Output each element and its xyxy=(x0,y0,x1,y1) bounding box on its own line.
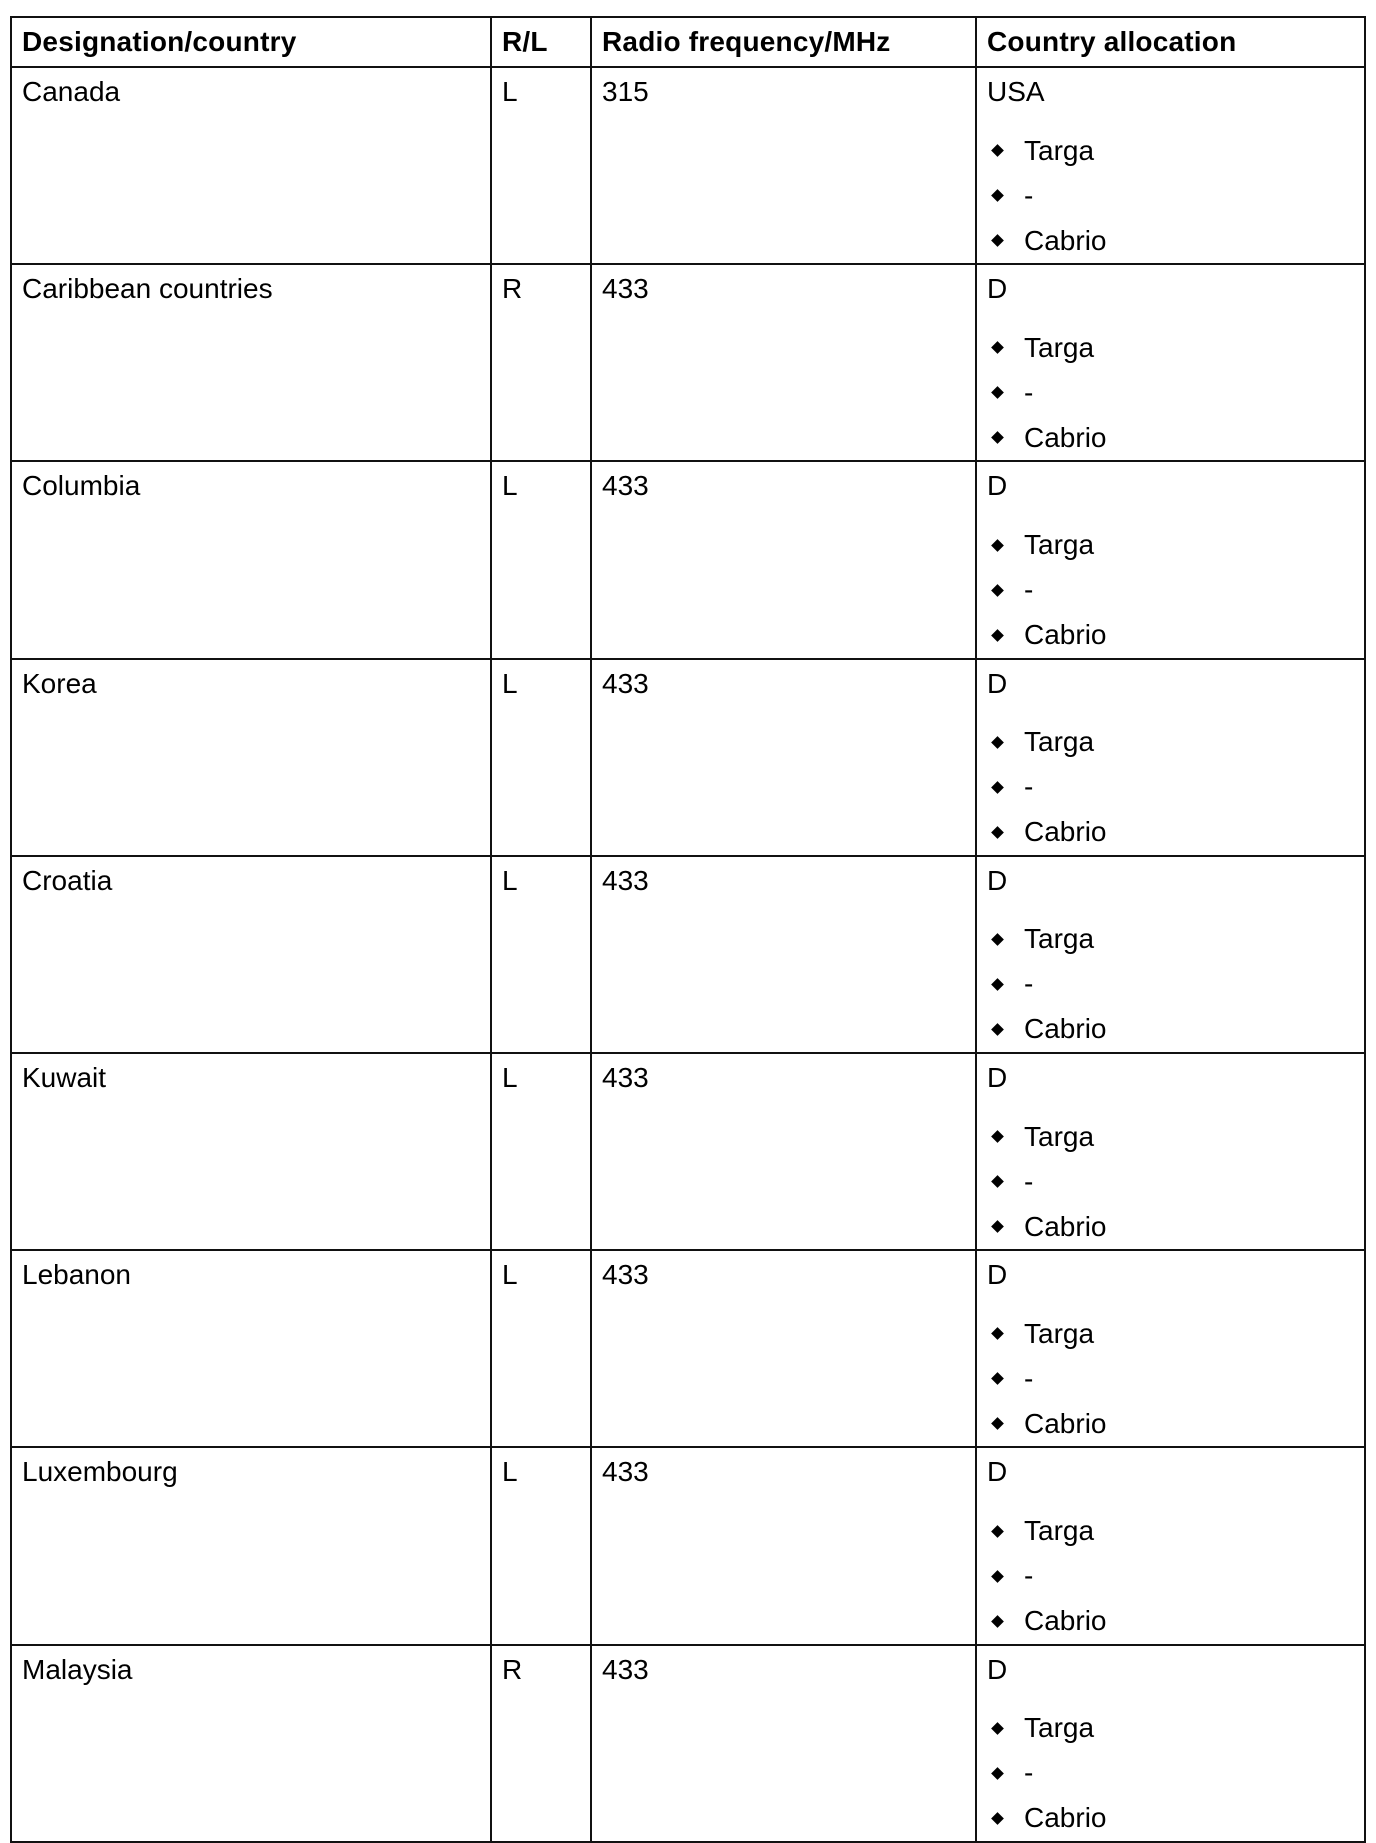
diamond-bullet-icon xyxy=(991,234,1004,247)
cell-frequency xyxy=(591,659,976,856)
diamond-bullet-icon xyxy=(991,1130,1004,1143)
cell-allocation xyxy=(976,1645,1365,1842)
bullet-text: - xyxy=(1024,771,1034,803)
rl-value: L xyxy=(502,667,518,699)
table-header xyxy=(11,17,1365,67)
bullet-item xyxy=(987,128,1354,173)
cell-rl xyxy=(491,856,591,1053)
country-name: Malaysia xyxy=(22,1653,133,1685)
cell-country xyxy=(11,461,491,658)
bullet-item xyxy=(987,1554,1354,1599)
diamond-bullet-icon xyxy=(991,539,1004,552)
table-row xyxy=(11,1250,1365,1447)
rl-value: L xyxy=(502,76,518,107)
rl-value: R xyxy=(502,1653,523,1685)
diamond-bullet-icon xyxy=(991,736,1004,749)
cell-rl xyxy=(491,1053,591,1250)
bullet-item xyxy=(987,1204,1354,1249)
diamond-bullet-icon xyxy=(991,387,1004,400)
country-name: Croatia xyxy=(22,864,113,896)
diamond-bullet-icon xyxy=(991,1812,1004,1825)
country-name: Caribbean countries xyxy=(22,273,273,305)
cell-rl xyxy=(491,461,591,658)
diamond-bullet-icon xyxy=(991,584,1004,597)
allocation-value: D xyxy=(987,1061,1008,1093)
bullet-text: - xyxy=(1024,968,1034,1000)
allocation-value: D xyxy=(987,864,1008,896)
diamond-bullet-icon xyxy=(991,342,1004,355)
cell-frequency xyxy=(591,1447,976,1644)
bullet-item xyxy=(987,1356,1354,1401)
table-row xyxy=(11,264,1365,461)
country-frequency-table xyxy=(10,16,1366,1843)
bullet-text: Cabrio xyxy=(1024,816,1107,848)
bullet-text: - xyxy=(1024,1165,1034,1197)
cell-allocation xyxy=(976,856,1365,1053)
table-row xyxy=(11,67,1365,264)
cell-allocation xyxy=(976,659,1365,856)
bullet-item xyxy=(987,720,1354,765)
frequency-value: 433 xyxy=(602,470,649,502)
header-designation-country: Designation/country xyxy=(11,17,491,67)
table-body xyxy=(11,67,1365,1842)
cell-frequency xyxy=(591,1645,976,1842)
allocation-value: D xyxy=(987,470,1008,502)
bullet-item xyxy=(987,218,1354,263)
rl-value: L xyxy=(502,1456,518,1488)
allocation-bullet-list xyxy=(987,720,1354,855)
allocation-bullet-list xyxy=(987,523,1354,658)
diamond-bullet-icon xyxy=(991,1220,1004,1233)
diamond-bullet-icon xyxy=(991,1767,1004,1780)
bullet-text: Targa xyxy=(1024,1120,1095,1152)
allocation-bullet-list xyxy=(987,1311,1354,1446)
diamond-bullet-icon xyxy=(991,1327,1004,1340)
cell-allocation xyxy=(976,461,1365,658)
bullet-item xyxy=(987,1159,1354,1204)
bullet-text: Targa xyxy=(1024,726,1095,758)
bullet-text: Targa xyxy=(1024,331,1095,363)
frequency-value: 433 xyxy=(602,864,649,896)
frequency-value: 433 xyxy=(602,1061,649,1093)
bullet-item xyxy=(987,325,1354,370)
diamond-bullet-icon xyxy=(991,826,1004,839)
bullet-text: Cabrio xyxy=(1024,224,1107,256)
bullet-item xyxy=(987,765,1354,810)
frequency-value: 433 xyxy=(602,1456,649,1488)
bullet-text: Targa xyxy=(1024,528,1095,560)
bullet-text: - xyxy=(1024,573,1034,605)
country-name: Kuwait xyxy=(22,1061,107,1093)
cell-country xyxy=(11,659,491,856)
cell-country xyxy=(11,856,491,1053)
bullet-item xyxy=(987,1599,1354,1644)
diamond-bullet-icon xyxy=(991,1525,1004,1538)
diamond-bullet-icon xyxy=(991,1023,1004,1036)
diamond-bullet-icon xyxy=(991,629,1004,642)
diamond-bullet-icon xyxy=(991,1417,1004,1430)
diamond-bullet-icon xyxy=(991,1722,1004,1735)
bullet-text: Cabrio xyxy=(1024,1407,1107,1439)
allocation-bullet-list xyxy=(987,1706,1354,1841)
allocation-value: D xyxy=(987,1456,1008,1488)
country-frequency-table-container xyxy=(10,16,1364,1843)
cell-country xyxy=(11,1645,491,1842)
diamond-bullet-icon xyxy=(991,144,1004,157)
country-name: Columbia xyxy=(22,470,141,502)
bullet-item xyxy=(987,1007,1354,1052)
bullet-text: Targa xyxy=(1024,1317,1095,1349)
bullet-item xyxy=(987,917,1354,962)
header-rl: R/L xyxy=(491,17,591,67)
bullet-item xyxy=(987,1751,1354,1796)
diamond-bullet-icon xyxy=(991,1372,1004,1385)
rl-value: L xyxy=(502,470,518,502)
bullet-item xyxy=(987,1401,1354,1446)
diamond-bullet-icon xyxy=(991,1570,1004,1583)
diamond-bullet-icon xyxy=(991,1175,1004,1188)
cell-country xyxy=(11,1447,491,1644)
cell-allocation xyxy=(976,1053,1365,1250)
cell-frequency xyxy=(591,856,976,1053)
allocation-bullet-list xyxy=(987,917,1354,1052)
cell-allocation xyxy=(976,264,1365,461)
frequency-value: 433 xyxy=(602,1653,649,1685)
frequency-value: 315 xyxy=(602,76,649,107)
bullet-text: - xyxy=(1024,1559,1034,1591)
allocation-value: D xyxy=(987,1653,1008,1685)
bullet-item xyxy=(987,1509,1354,1554)
rl-value: L xyxy=(502,1061,518,1093)
allocation-value: D xyxy=(987,273,1008,305)
bullet-item xyxy=(987,173,1354,218)
bullet-item xyxy=(987,568,1354,613)
diamond-bullet-icon xyxy=(991,189,1004,202)
bullet-item xyxy=(987,1796,1354,1841)
header-radio-frequency: Radio frequency/MHz xyxy=(591,17,976,67)
cell-country xyxy=(11,264,491,461)
frequency-value: 433 xyxy=(602,1259,649,1291)
cell-rl xyxy=(491,1645,591,1842)
bullet-text: Cabrio xyxy=(1024,1210,1107,1242)
frequency-value: 433 xyxy=(602,667,649,699)
bullet-item xyxy=(987,810,1354,855)
bullet-text: - xyxy=(1024,1362,1034,1394)
allocation-value: D xyxy=(987,1259,1008,1291)
cell-frequency xyxy=(591,264,976,461)
bullet-item xyxy=(987,370,1354,415)
diamond-bullet-icon xyxy=(991,432,1004,445)
bullet-text: Cabrio xyxy=(1024,421,1107,453)
diamond-bullet-icon xyxy=(991,933,1004,946)
cell-allocation xyxy=(976,1447,1365,1644)
bullet-text: Targa xyxy=(1024,1514,1095,1546)
cell-country xyxy=(11,1250,491,1447)
bullet-text: Cabrio xyxy=(1024,618,1107,650)
bullet-item xyxy=(987,523,1354,568)
rl-value: R xyxy=(502,273,523,305)
cell-rl xyxy=(491,659,591,856)
rl-value: L xyxy=(502,864,518,896)
allocation-bullet-list xyxy=(987,325,1354,460)
table-row xyxy=(11,659,1365,856)
bullet-text: - xyxy=(1024,376,1034,408)
allocation-bullet-list xyxy=(987,1509,1354,1644)
bullet-item xyxy=(987,1311,1354,1356)
table-row xyxy=(11,461,1365,658)
cell-frequency xyxy=(591,461,976,658)
country-name: Canada xyxy=(22,76,121,107)
cell-allocation xyxy=(976,67,1365,264)
header-row xyxy=(11,17,1365,67)
table-row xyxy=(11,1645,1365,1842)
cell-frequency xyxy=(591,1053,976,1250)
bullet-item xyxy=(987,613,1354,658)
diamond-bullet-icon xyxy=(991,978,1004,991)
cell-rl xyxy=(491,1250,591,1447)
table-row xyxy=(11,856,1365,1053)
country-name: Korea xyxy=(22,667,97,699)
table-row xyxy=(11,1447,1365,1644)
cell-country xyxy=(11,1053,491,1250)
allocation-bullet-list xyxy=(987,128,1354,263)
bullet-text: - xyxy=(1024,1757,1034,1789)
table-row xyxy=(11,1053,1365,1250)
bullet-item xyxy=(987,1114,1354,1159)
bullet-text: Targa xyxy=(1024,1712,1095,1744)
bullet-text: Targa xyxy=(1024,923,1095,955)
allocation-bullet-list xyxy=(987,1114,1354,1249)
bullet-text: - xyxy=(1024,179,1034,211)
diamond-bullet-icon xyxy=(991,1615,1004,1628)
allocation-value: USA xyxy=(987,76,1045,107)
bullet-text: Cabrio xyxy=(1024,1604,1107,1636)
cell-rl xyxy=(491,264,591,461)
frequency-value: 433 xyxy=(602,273,649,305)
bullet-item xyxy=(987,415,1354,460)
diamond-bullet-icon xyxy=(991,781,1004,794)
allocation-value: D xyxy=(987,667,1008,699)
bullet-text: Cabrio xyxy=(1024,1013,1107,1045)
cell-frequency xyxy=(591,67,976,264)
cell-frequency xyxy=(591,1250,976,1447)
cell-allocation xyxy=(976,1250,1365,1447)
rl-value: L xyxy=(502,1259,518,1291)
cell-country xyxy=(11,67,491,264)
bullet-item xyxy=(987,962,1354,1007)
header-country-allocation: Country allocation xyxy=(976,17,1365,67)
bullet-text: Cabrio xyxy=(1024,1802,1107,1834)
country-name: Luxembourg xyxy=(22,1456,178,1488)
bullet-text: Targa xyxy=(1024,134,1095,166)
bullet-item xyxy=(987,1706,1354,1751)
country-name: Lebanon xyxy=(22,1259,132,1291)
cell-rl xyxy=(491,67,591,264)
cell-rl xyxy=(491,1447,591,1644)
